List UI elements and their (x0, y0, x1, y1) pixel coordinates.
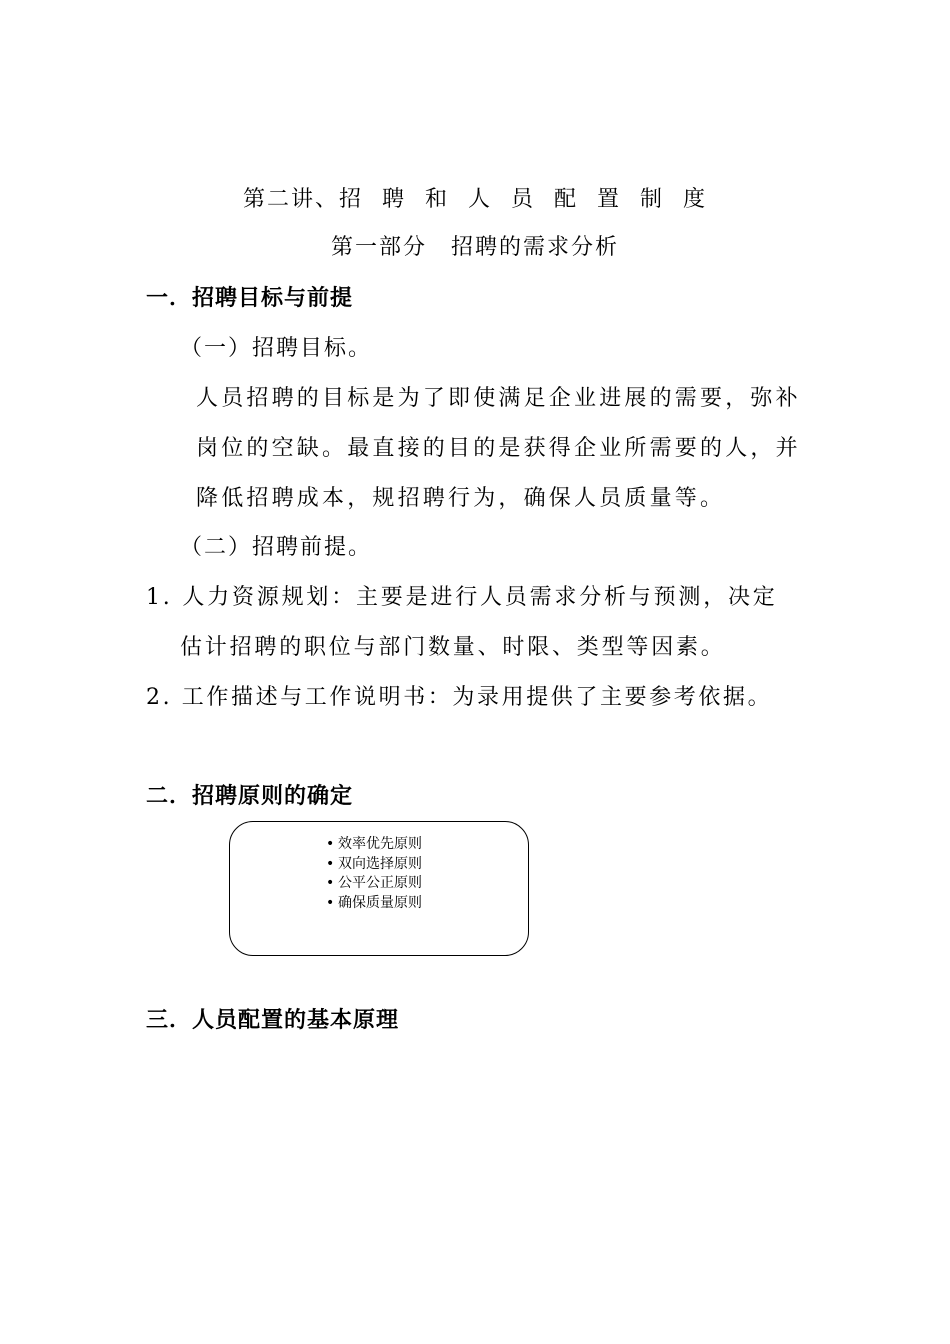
section-heading-3: 三．人员配置的基本原理 (146, 1008, 400, 1033)
list-item (326, 835, 422, 855)
bullet-icon: • (326, 894, 335, 911)
list-item-2-line-1: 工作描述与工作说明书：为录用提供了主要参考依据。 (181, 685, 773, 710)
principle-label: 公平公正原则 (338, 875, 422, 891)
part-title: 第一部分 招聘的需求分析 (330, 235, 619, 260)
subheading-recruitment-premise: （二）招聘前提。 (180, 535, 373, 560)
list-item (326, 855, 422, 875)
section-heading-2: 二．招聘原则的确定 (146, 784, 354, 809)
subheading-recruitment-goal: （一）招聘目标。 (180, 336, 373, 361)
paragraph-line-2: 岗位的空缺。最直接的目的是获得企业所需要的人，并 (196, 436, 801, 461)
list-item-1-line-2: 估计招聘的职位与部门数量、时限、类型等因素。 (180, 635, 726, 660)
bullet-icon: • (326, 836, 335, 852)
paragraph-line-3: 降低招聘成本，规招聘行为，确保人员质量等。 (196, 486, 726, 511)
principle-label: 效率优先原则 (338, 836, 422, 852)
list-item (326, 874, 422, 894)
document-title: 第二讲、招 聘 和 人 员 配 置 制 度 (243, 187, 707, 212)
list-item-1-line-1: 人力资源规划：主要是进行人员需求分析与预测，决定 (182, 585, 778, 610)
list-item-2 (146, 683, 772, 713)
principles-box (229, 821, 529, 956)
principles-list (326, 835, 422, 913)
section-heading-1: 一．招聘目标与前提 (146, 286, 354, 311)
principle-label: 双向选择原则 (338, 855, 422, 872)
list-item-1 (146, 583, 778, 613)
bullet-icon: • (326, 855, 335, 872)
list-item (326, 894, 422, 914)
paragraph-line-1: 人员招聘的目标是为了即使满足企业进展的需要，弥补 (196, 386, 801, 411)
principle-label: 确保质量原则 (338, 894, 422, 911)
list-marker-1: 1. (146, 585, 173, 610)
bullet-icon: • (326, 875, 335, 891)
list-marker-2: 2. (146, 685, 173, 710)
